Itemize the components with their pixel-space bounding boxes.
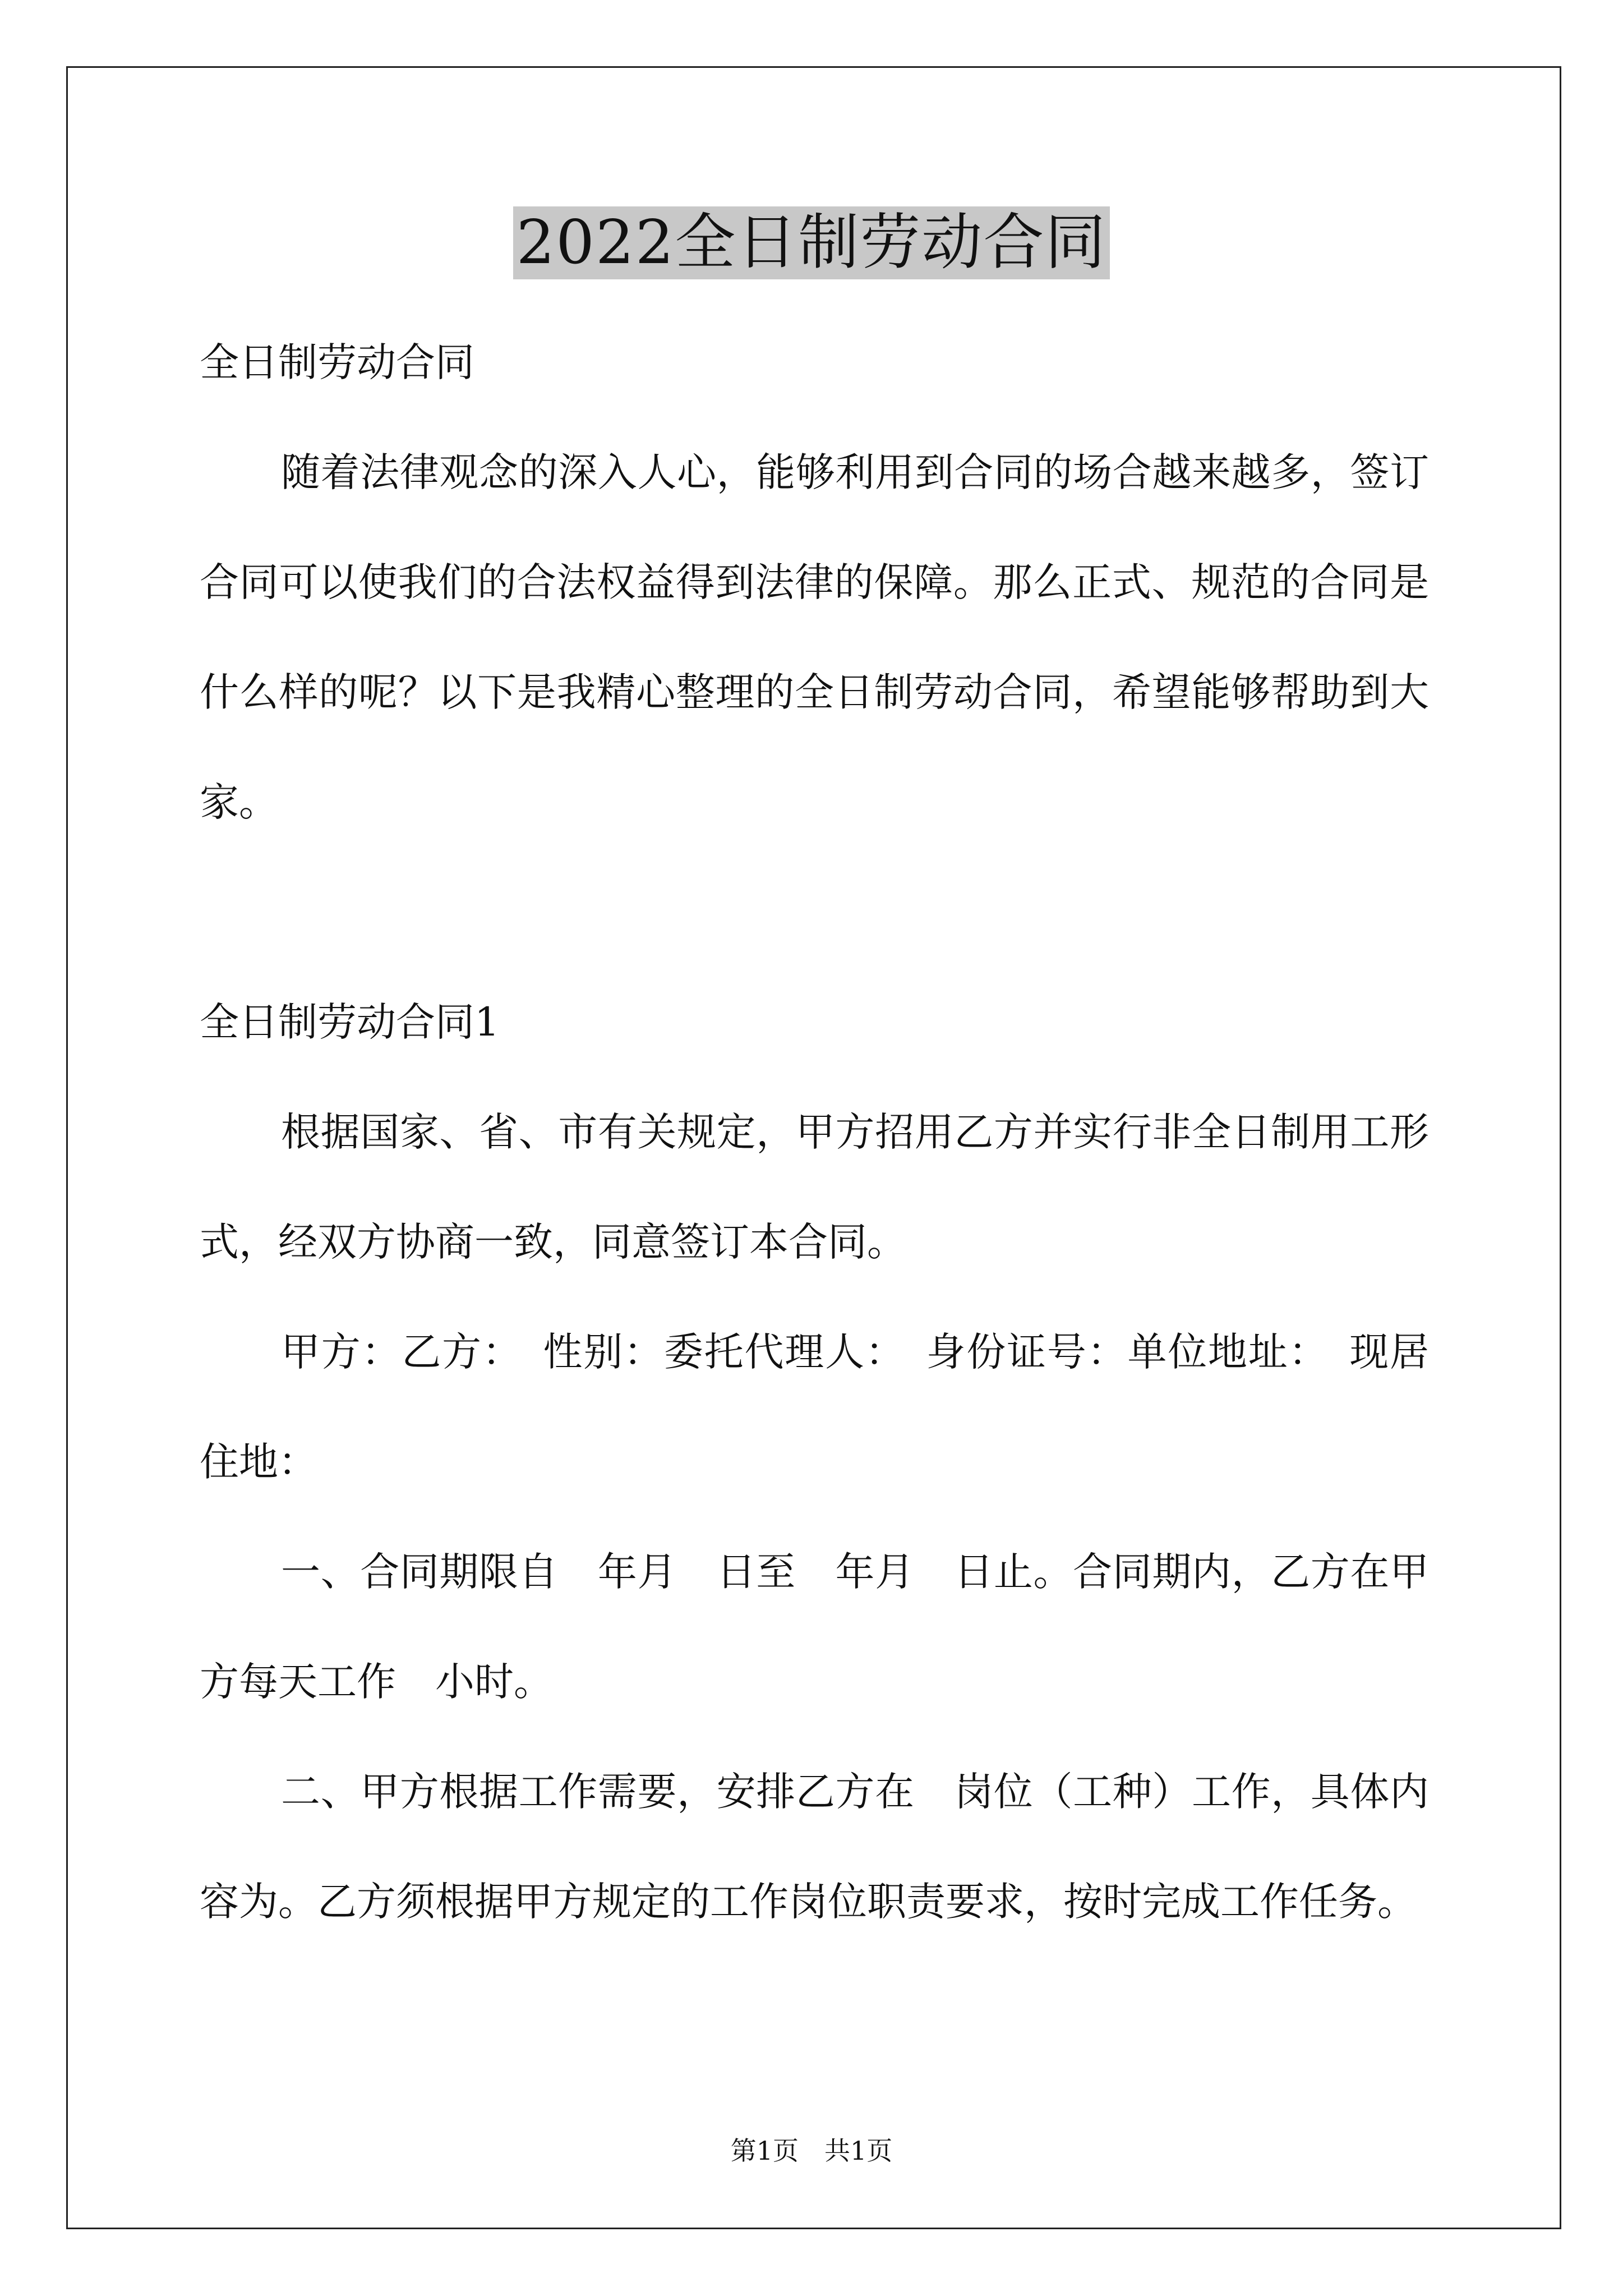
- title-container: [0, 206, 1623, 279]
- document-body: [200, 307, 1429, 1957]
- intro-paragraph: 随着法律观念的深入人心，能够利用到合同的场合越来越多，签订合同可以使我们的合法权益得到法律的保障。那么正式、规范的合同是什么样的呢？以下是我精心整理的全日制劳动合同，希望能够帮助到大家。: [200, 449, 1429, 825]
- page-footer: 第1页 共1页: [730, 2136, 893, 2166]
- preamble-paragraph: 根据国家、省、市有关规定，甲方招用乙方并实行非全日制用工形式，经双方协商一致，同意签订本合同。: [200, 1109, 1429, 1265]
- document-title: 2022全日制劳动合同: [513, 206, 1110, 279]
- clause-position-paragraph: 二、甲方根据工作需要，安排乙方在 岗位（工种）工作，具体内容为。乙方须根据甲方规定的工作岗位职责要求，按时完成工作任务。: [200, 1769, 1429, 1925]
- parties-paragraph: 甲方：乙方： 性别：委托代理人： 身份证号：单位地址： 现居住地：: [200, 1329, 1429, 1485]
- blank-line: [200, 857, 1429, 967]
- section-heading: 全日制劳动合同: [200, 339, 474, 385]
- contract-heading: 全日制劳动合同1: [200, 999, 500, 1045]
- clause-term-paragraph: 一、合同期限自 年月 日至 年月 日止。合同期内，乙方在甲方每天工作 小时。: [200, 1549, 1429, 1705]
